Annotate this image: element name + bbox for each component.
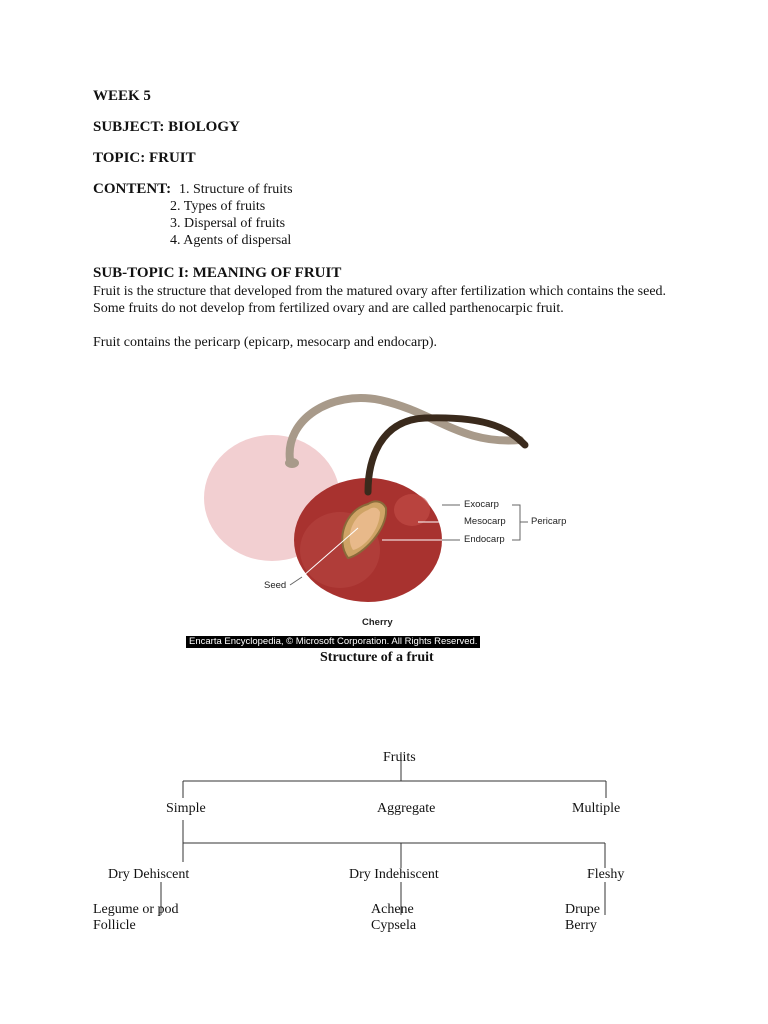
tree-dry-dehiscent: Dry Dehiscent <box>108 867 190 882</box>
tree-multiple: Multiple <box>572 801 621 816</box>
exocarp-label: Exocarp <box>464 499 499 510</box>
seed-label: Seed <box>264 580 287 591</box>
week-heading: WEEK 5 <box>93 88 151 104</box>
subtopic-paragraph-1: Fruit is the structure that developed from the matured ovary after fertilization which contains the seed. Some fruits do not develop from fertilized ovary and are called parthenocarpic fruit. <box>93 284 667 316</box>
content-label: CONTENT: <box>93 181 172 197</box>
content-item-4: 4. Agents of dispersal <box>170 233 292 248</box>
mesocarp-label: Mesocarp <box>464 516 506 527</box>
tree-cypsela: Cypsela <box>371 918 417 933</box>
subject-heading: SUBJECT: BIOLOGY <box>93 119 240 135</box>
content-item-1: 1. Structure of fruits <box>179 182 293 197</box>
tree-root-fruits: Fruits <box>383 750 416 765</box>
tree-achene: Achene <box>371 902 414 917</box>
tree-fleshy: Fleshy <box>587 867 625 882</box>
subtopic-paragraph-2: Fruit contains the pericarp (epicarp, mesocarp and endocarp). <box>93 335 438 350</box>
content-item-2: 2. Types of fruits <box>170 199 266 214</box>
content-item-3: 3. Dispersal of fruits <box>170 216 286 231</box>
cherry-label: Cherry <box>362 617 393 628</box>
tree-drupe: Drupe <box>565 902 600 917</box>
tree-simple: Simple <box>166 801 206 816</box>
pericarp-label: Pericarp <box>531 516 567 527</box>
tree-aggregate: Aggregate <box>377 801 436 816</box>
figure-caption: Structure of a fruit <box>320 650 434 665</box>
tree-berry: Berry <box>565 918 597 933</box>
tree-dry-indehiscent: Dry Indehiscent <box>349 867 439 882</box>
endocarp-label: Endocarp <box>464 534 505 545</box>
tree-legume: Legume or pod <box>93 902 179 917</box>
tree-follicle: Follicle <box>93 918 136 933</box>
credit-strip: Encarta Encyclopedia, © Microsoft Corporation. All Rights Reserved. <box>186 636 480 648</box>
subtopic-title: SUB-TOPIC I: MEANING OF FRUIT <box>93 265 342 281</box>
topic-heading: TOPIC: FRUIT <box>93 150 196 166</box>
